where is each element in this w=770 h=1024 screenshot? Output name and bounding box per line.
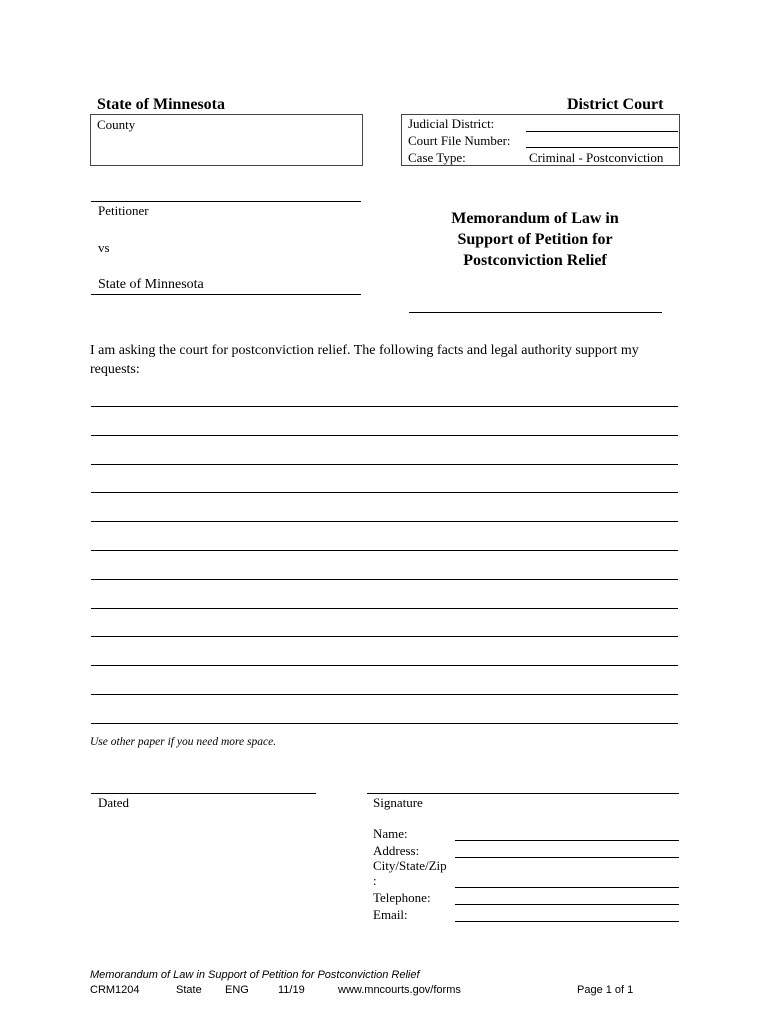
state-heading: State of Minnesota xyxy=(97,96,225,113)
name-label: Name: xyxy=(373,826,408,841)
response-line[interactable] xyxy=(91,608,678,609)
dated-label: Dated xyxy=(98,795,130,810)
telephone-label: Telephone: xyxy=(373,890,431,905)
signature-field[interactable] xyxy=(367,793,679,794)
city-state-zip-label: City/State/Zip xyxy=(373,858,447,873)
city-state-zip-field[interactable] xyxy=(455,887,679,888)
footer-website: www.mncourts.gov/forms xyxy=(338,984,461,996)
dated-field[interactable] xyxy=(91,793,316,794)
name-field[interactable] xyxy=(455,840,679,841)
judicial-district-label: Judicial District: xyxy=(408,116,495,131)
address-field[interactable] xyxy=(455,857,679,858)
address-label: Address: xyxy=(373,843,420,858)
footer-language: ENG xyxy=(225,984,249,996)
case-type-value: Criminal - Postconviction xyxy=(529,150,664,165)
telephone-field[interactable] xyxy=(455,904,679,905)
judicial-district-field[interactable] xyxy=(526,131,678,132)
response-line[interactable] xyxy=(91,521,678,522)
petitioner-name-field[interactable] xyxy=(91,201,361,202)
case-info-box xyxy=(401,114,680,166)
response-line[interactable] xyxy=(91,723,678,724)
court-heading: District Court xyxy=(567,96,664,113)
court-file-number-label: Court File Number: xyxy=(408,133,511,148)
response-line[interactable] xyxy=(91,435,678,436)
response-line[interactable] xyxy=(91,550,678,551)
title-line-2: Support of Petition for xyxy=(457,231,613,248)
response-line[interactable] xyxy=(91,636,678,637)
respondent-underline xyxy=(91,294,361,295)
court-file-number-field[interactable] xyxy=(526,147,678,148)
email-field[interactable] xyxy=(455,921,679,922)
title-line-1: Memorandum of Law in xyxy=(451,210,619,227)
county-label: County xyxy=(97,117,136,132)
city-state-zip-label-colon: : xyxy=(373,873,377,888)
response-line[interactable] xyxy=(91,694,678,695)
signature-label: Signature xyxy=(373,795,423,810)
case-type-label: Case Type: xyxy=(408,150,466,165)
intro-text: I am asking the court for postconviction relief. The following facts and legal authority support my requests: xyxy=(90,343,639,377)
footer-page-number: Page 1 of 1 xyxy=(577,984,634,996)
response-line[interactable] xyxy=(91,492,678,493)
petitioner-label: Petitioner xyxy=(98,203,149,218)
footer-revision: 11/19 xyxy=(278,984,305,996)
email-label: Email: xyxy=(373,907,408,922)
footer-state: State xyxy=(176,984,202,996)
footer-form-code: CRM1204 xyxy=(90,984,140,996)
vs-label: vs xyxy=(98,240,110,255)
document-title xyxy=(405,208,665,271)
response-line[interactable] xyxy=(91,406,678,407)
response-line[interactable] xyxy=(91,579,678,580)
title-line-3: Postconviction Relief xyxy=(463,252,607,269)
more-space-note: Use other paper if you need more space. xyxy=(90,736,277,748)
county-field[interactable] xyxy=(90,114,363,166)
respondent-label: State of Minnesota xyxy=(98,277,204,292)
response-line[interactable] xyxy=(91,665,678,666)
footer-form-title: Memorandum of Law in Support of Petition for Postconviction Relief xyxy=(90,969,420,981)
response-line[interactable] xyxy=(91,464,678,465)
title-underline-field[interactable] xyxy=(409,312,662,313)
